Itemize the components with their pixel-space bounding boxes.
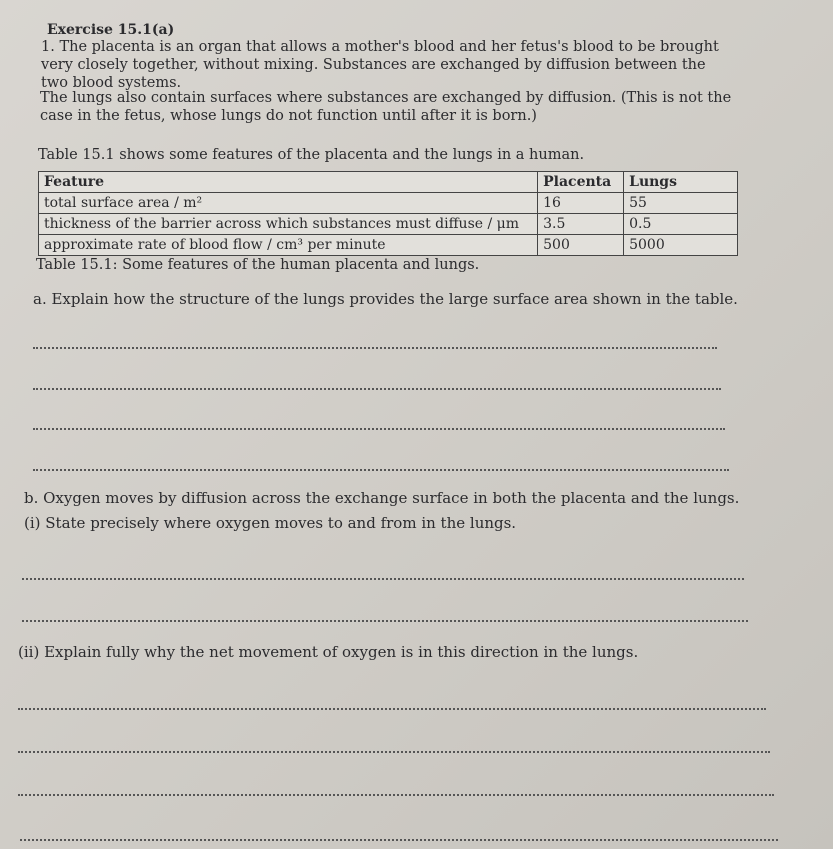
table-cell: total surface area / m² [39,193,538,214]
lungs-line: The lungs also contain surfaces where substances are exchanged by diffusion. (This is not the [40,90,732,106]
table-cell: 3.5 [538,214,624,235]
answer-line[interactable] [22,620,748,622]
answer-line[interactable] [18,751,770,753]
question-b-ii: (ii) Explain fully why the net movement of oxygen is in this direction in the lungs. [18,643,639,661]
table-cell: thickness of the barrier across which substances must diffuse / μm [39,214,538,235]
answer-line[interactable] [33,469,729,471]
question-b: b. Oxygen moves by diffusion across the exchange surface in both the placenta and the lungs. [24,489,740,507]
lungs-line: case in the fetus, whose lungs do not function until after it is born.) [40,108,537,124]
answer-line[interactable] [18,708,766,710]
table-header-cell: Feature [39,172,538,193]
table-header-row [39,172,738,193]
answer-line[interactable] [33,428,725,430]
table-header-cell: Lungs [624,172,738,193]
intro-paragraph [41,38,719,92]
answer-line[interactable] [33,347,717,349]
exercise-title: Exercise 15.1(a) [47,22,175,38]
table-cell: approximate rate of blood flow / cm³ per minute [39,235,538,256]
table-header-cell: Placenta [538,172,624,193]
table-cell: 500 [538,235,624,256]
table-row [39,214,738,235]
answer-line[interactable] [22,578,744,580]
intro-line: two blood systems. [41,75,182,91]
answer-line[interactable] [33,388,721,390]
table-cell: 55 [624,193,738,214]
table-row [39,235,738,256]
intro-line: 1. The placenta is an organ that allows a mother's blood and her fetus's blood to be brought [41,39,719,55]
answer-line[interactable] [18,794,774,796]
table-row [39,193,738,214]
question-b-i: (i) State precisely where oxygen moves to and from in the lungs. [24,514,517,532]
features-table [38,171,738,256]
table-intro: Table 15.1 shows some features of the placenta and the lungs in a human. [38,147,585,163]
table-cell: 16 [538,193,624,214]
table-caption: Table 15.1: Some features of the human placenta and lungs. [36,257,480,273]
intro-line: very closely together, without mixing. Substances are exchanged by diffusion between the [41,57,706,73]
question-a: a. Explain how the structure of the lungs provides the large surface area shown in the table. [33,290,738,308]
answer-line[interactable] [20,839,778,841]
table-cell: 0.5 [624,214,738,235]
lungs-paragraph [40,89,731,125]
table-cell: 5000 [624,235,738,256]
